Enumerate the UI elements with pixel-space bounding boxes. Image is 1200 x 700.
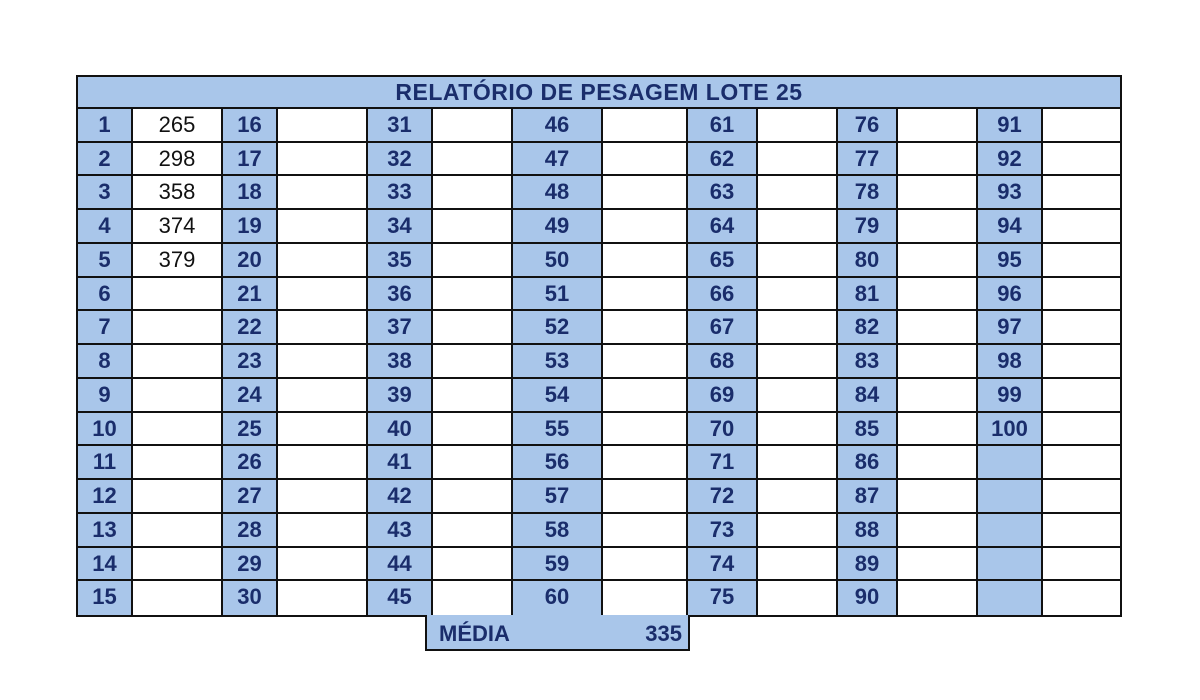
weight-value-55: [603, 413, 688, 446]
row-number-39: 39: [368, 379, 433, 413]
weight-value-18: [278, 176, 368, 210]
row-number-21: 21: [223, 278, 278, 311]
weight-value-25: [278, 413, 368, 446]
weight-value-33: [433, 176, 513, 210]
weight-value-98: [1043, 345, 1120, 379]
row-number-25: 25: [223, 413, 278, 446]
weight-value-57: [603, 480, 688, 514]
row-number-100: 100: [978, 413, 1043, 446]
row-number-69: 69: [688, 379, 758, 413]
weight-value-90: [898, 581, 978, 615]
row-number-33: 33: [368, 176, 433, 210]
weight-value-13: [133, 514, 223, 548]
row-number-37: 37: [368, 311, 433, 345]
row-number-48: 48: [513, 176, 603, 210]
row-number-10: 10: [78, 413, 133, 446]
weight-value-53: [603, 345, 688, 379]
empty-number-cell: [978, 480, 1043, 514]
weight-value-50: [603, 244, 688, 278]
weight-value-40: [433, 413, 513, 446]
weight-value-66: [758, 278, 838, 311]
weight-value-10: [133, 413, 223, 446]
row-number-43: 43: [368, 514, 433, 548]
row-number-45: 45: [368, 581, 433, 615]
weight-value-47: [603, 143, 688, 176]
row-number-61: 61: [688, 109, 758, 143]
row-number-98: 98: [978, 345, 1043, 379]
weight-value-71: [758, 446, 838, 480]
weight-value-70: [758, 413, 838, 446]
weight-value-102: [1043, 480, 1120, 514]
row-number-34: 34: [368, 210, 433, 244]
row-number-95: 95: [978, 244, 1043, 278]
weight-value-76: [898, 109, 978, 143]
row-number-79: 79: [838, 210, 898, 244]
weight-value-41: [433, 446, 513, 480]
average-label: MÉDIA: [439, 621, 510, 646]
row-number-80: 80: [838, 244, 898, 278]
weight-value-19: [278, 210, 368, 244]
row-number-42: 42: [368, 480, 433, 514]
row-number-63: 63: [688, 176, 758, 210]
weight-value-1: 265: [133, 109, 223, 143]
weight-value-94: [1043, 210, 1120, 244]
weight-value-4: 374: [133, 210, 223, 244]
row-number-22: 22: [223, 311, 278, 345]
average-value: 335: [645, 621, 682, 646]
row-number-28: 28: [223, 514, 278, 548]
weight-value-20: [278, 244, 368, 278]
row-number-6: 6: [78, 278, 133, 311]
weight-value-81: [898, 278, 978, 311]
row-number-35: 35: [368, 244, 433, 278]
row-number-77: 77: [838, 143, 898, 176]
weight-value-15: [133, 581, 223, 615]
row-number-99: 99: [978, 379, 1043, 413]
row-number-82: 82: [838, 311, 898, 345]
row-number-73: 73: [688, 514, 758, 548]
weight-value-79: [898, 210, 978, 244]
weight-value-3: 358: [133, 176, 223, 210]
weight-value-82: [898, 311, 978, 345]
row-number-64: 64: [688, 210, 758, 244]
weight-value-97: [1043, 311, 1120, 345]
weight-value-100: [1043, 413, 1120, 446]
weight-value-67: [758, 311, 838, 345]
row-number-23: 23: [223, 345, 278, 379]
row-number-97: 97: [978, 311, 1043, 345]
weight-value-56: [603, 446, 688, 480]
weight-value-73: [758, 514, 838, 548]
row-number-87: 87: [838, 480, 898, 514]
weight-value-6: [133, 278, 223, 311]
weight-value-62: [758, 143, 838, 176]
weight-value-48: [603, 176, 688, 210]
weight-value-22: [278, 311, 368, 345]
row-number-16: 16: [223, 109, 278, 143]
row-number-85: 85: [838, 413, 898, 446]
weight-value-87: [898, 480, 978, 514]
weight-value-26: [278, 446, 368, 480]
row-number-96: 96: [978, 278, 1043, 311]
row-number-18: 18: [223, 176, 278, 210]
weight-value-36: [433, 278, 513, 311]
row-number-60: 60: [513, 581, 603, 615]
weight-value-39: [433, 379, 513, 413]
weight-value-42: [433, 480, 513, 514]
row-number-62: 62: [688, 143, 758, 176]
weight-value-64: [758, 210, 838, 244]
weight-value-105: [1043, 581, 1120, 615]
weight-value-51: [603, 278, 688, 311]
row-number-91: 91: [978, 109, 1043, 143]
weight-value-80: [898, 244, 978, 278]
weight-value-29: [278, 548, 368, 581]
row-number-57: 57: [513, 480, 603, 514]
row-number-15: 15: [78, 581, 133, 615]
weight-value-85: [898, 413, 978, 446]
row-number-81: 81: [838, 278, 898, 311]
empty-number-cell: [978, 446, 1043, 480]
weight-value-92: [1043, 143, 1120, 176]
weight-value-17: [278, 143, 368, 176]
empty-number-cell: [978, 514, 1043, 548]
row-number-75: 75: [688, 581, 758, 615]
row-number-3: 3: [78, 176, 133, 210]
weight-value-35: [433, 244, 513, 278]
row-number-51: 51: [513, 278, 603, 311]
weight-value-49: [603, 210, 688, 244]
weights-grid: [78, 109, 1120, 615]
row-number-55: 55: [513, 413, 603, 446]
row-number-52: 52: [513, 311, 603, 345]
empty-number-cell: [978, 581, 1043, 615]
row-number-89: 89: [838, 548, 898, 581]
row-number-41: 41: [368, 446, 433, 480]
row-number-72: 72: [688, 480, 758, 514]
row-number-94: 94: [978, 210, 1043, 244]
weight-value-34: [433, 210, 513, 244]
report-title: RELATÓRIO DE PESAGEM LOTE 25: [78, 77, 1120, 109]
weight-value-32: [433, 143, 513, 176]
weight-value-28: [278, 514, 368, 548]
row-number-86: 86: [838, 446, 898, 480]
row-number-46: 46: [513, 109, 603, 143]
row-number-93: 93: [978, 176, 1043, 210]
row-number-13: 13: [78, 514, 133, 548]
row-number-84: 84: [838, 379, 898, 413]
weight-value-69: [758, 379, 838, 413]
weight-value-91: [1043, 109, 1120, 143]
row-number-78: 78: [838, 176, 898, 210]
weight-value-54: [603, 379, 688, 413]
row-number-17: 17: [223, 143, 278, 176]
weight-value-44: [433, 548, 513, 581]
weight-value-63: [758, 176, 838, 210]
weight-value-93: [1043, 176, 1120, 210]
row-number-83: 83: [838, 345, 898, 379]
row-number-50: 50: [513, 244, 603, 278]
weight-value-9: [133, 379, 223, 413]
weight-value-21: [278, 278, 368, 311]
weight-value-2: 298: [133, 143, 223, 176]
row-number-24: 24: [223, 379, 278, 413]
weight-value-99: [1043, 379, 1120, 413]
weight-value-30: [278, 581, 368, 615]
weight-value-14: [133, 548, 223, 581]
row-number-74: 74: [688, 548, 758, 581]
row-number-90: 90: [838, 581, 898, 615]
weight-value-96: [1043, 278, 1120, 311]
weight-value-77: [898, 143, 978, 176]
row-number-29: 29: [223, 548, 278, 581]
row-number-92: 92: [978, 143, 1043, 176]
row-number-8: 8: [78, 345, 133, 379]
weight-value-104: [1043, 548, 1120, 581]
weight-value-78: [898, 176, 978, 210]
weight-value-23: [278, 345, 368, 379]
row-number-12: 12: [78, 480, 133, 514]
weight-value-58: [603, 514, 688, 548]
row-number-44: 44: [368, 548, 433, 581]
weight-value-103: [1043, 514, 1120, 548]
row-number-4: 4: [78, 210, 133, 244]
row-number-58: 58: [513, 514, 603, 548]
weight-value-7: [133, 311, 223, 345]
row-number-32: 32: [368, 143, 433, 176]
average-box: [425, 615, 690, 651]
row-number-49: 49: [513, 210, 603, 244]
weight-value-38: [433, 345, 513, 379]
weight-value-46: [603, 109, 688, 143]
weight-value-43: [433, 514, 513, 548]
weight-value-12: [133, 480, 223, 514]
row-number-7: 7: [78, 311, 133, 345]
weight-value-5: 379: [133, 244, 223, 278]
row-number-66: 66: [688, 278, 758, 311]
empty-number-cell: [978, 548, 1043, 581]
weight-value-86: [898, 446, 978, 480]
row-number-76: 76: [838, 109, 898, 143]
weight-value-37: [433, 311, 513, 345]
row-number-20: 20: [223, 244, 278, 278]
weight-value-89: [898, 548, 978, 581]
weight-value-59: [603, 548, 688, 581]
row-number-59: 59: [513, 548, 603, 581]
row-number-88: 88: [838, 514, 898, 548]
row-number-1: 1: [78, 109, 133, 143]
weight-value-31: [433, 109, 513, 143]
weight-value-65: [758, 244, 838, 278]
row-number-67: 67: [688, 311, 758, 345]
row-number-40: 40: [368, 413, 433, 446]
row-number-26: 26: [223, 446, 278, 480]
row-number-53: 53: [513, 345, 603, 379]
weight-value-68: [758, 345, 838, 379]
weight-value-45: [433, 581, 513, 615]
row-number-27: 27: [223, 480, 278, 514]
row-number-2: 2: [78, 143, 133, 176]
weight-value-74: [758, 548, 838, 581]
row-number-9: 9: [78, 379, 133, 413]
row-number-71: 71: [688, 446, 758, 480]
row-number-68: 68: [688, 345, 758, 379]
row-number-36: 36: [368, 278, 433, 311]
weight-value-84: [898, 379, 978, 413]
row-number-47: 47: [513, 143, 603, 176]
row-number-70: 70: [688, 413, 758, 446]
row-number-56: 56: [513, 446, 603, 480]
weight-value-8: [133, 345, 223, 379]
row-number-30: 30: [223, 581, 278, 615]
weight-value-52: [603, 311, 688, 345]
weight-value-72: [758, 480, 838, 514]
row-number-5: 5: [78, 244, 133, 278]
weight-value-24: [278, 379, 368, 413]
weight-value-60: [603, 581, 688, 615]
weight-value-75: [758, 581, 838, 615]
weight-value-11: [133, 446, 223, 480]
weight-value-16: [278, 109, 368, 143]
weight-value-95: [1043, 244, 1120, 278]
weight-value-101: [1043, 446, 1120, 480]
weight-value-61: [758, 109, 838, 143]
row-number-31: 31: [368, 109, 433, 143]
weight-value-27: [278, 480, 368, 514]
row-number-54: 54: [513, 379, 603, 413]
weighing-report-table: [76, 75, 1122, 617]
row-number-19: 19: [223, 210, 278, 244]
weight-value-83: [898, 345, 978, 379]
row-number-38: 38: [368, 345, 433, 379]
weight-value-88: [898, 514, 978, 548]
row-number-14: 14: [78, 548, 133, 581]
row-number-11: 11: [78, 446, 133, 480]
row-number-65: 65: [688, 244, 758, 278]
